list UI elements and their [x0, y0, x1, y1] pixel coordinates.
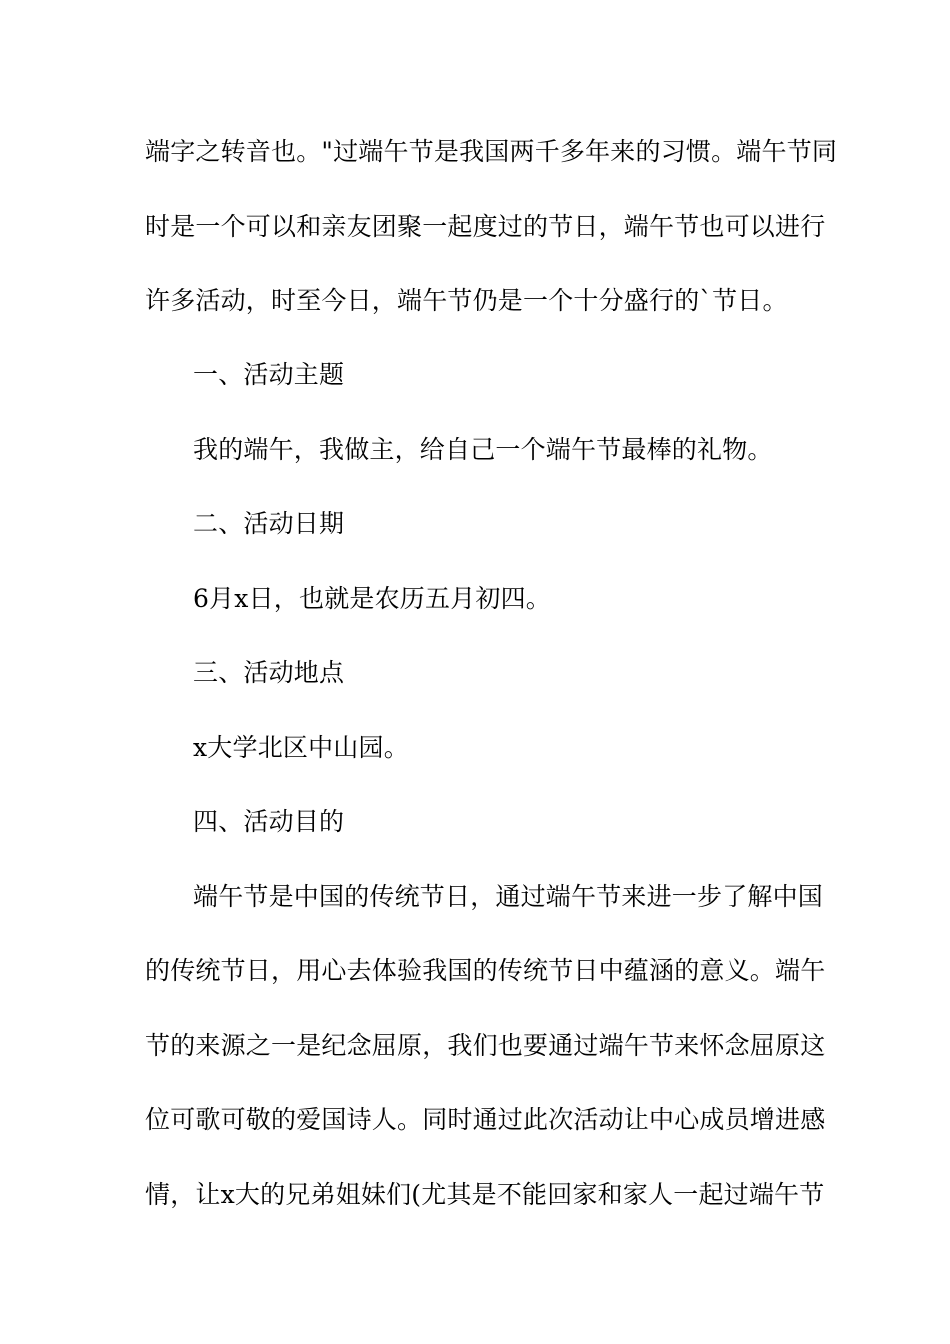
paragraph-line: 情，让x大的兄弟姐妹们(尤其是不能回家和家人一起过端午节: [145, 1180, 825, 1209]
paragraph-line: 节的来源之一是纪念屈原，我们也要通过端午节来怀念屈原这: [145, 1031, 826, 1060]
paragraph-line: 时是一个可以和亲友团聚一起度过的节日，端午节也可以进行: [145, 212, 826, 241]
paragraph-line: 端字之转音也。"过端午节是我国两千多年来的习惯。端午节同: [145, 137, 838, 166]
paragraph-line: 端午节是中国的传统节日，通过端午节来进一步了解中国: [193, 882, 824, 911]
paragraph-line: 我的端午，我做主，给自己一个端午节最棒的礼物。: [193, 435, 773, 464]
section-heading-theme: 一、活动主题: [193, 360, 345, 389]
paragraph-line: x大学北区中山园。: [193, 733, 409, 762]
section-heading-location: 三、活动地点: [193, 658, 345, 687]
paragraph-line: 位可歌可敬的爱国诗人。同时通过此次活动让中心成员增进感: [145, 1105, 826, 1134]
paragraph-line: 6月x日，也就是农历五月初四。: [193, 584, 552, 613]
paragraph-line: 的传统节日，用心去体验我国的传统节日中蕴涵的意义。端午: [145, 956, 826, 985]
section-heading-purpose: 四、活动目的: [193, 807, 345, 836]
paragraph-line: 许多活动，时至今日，端午节仍是一个十分盛行的`节日。: [145, 286, 788, 315]
section-heading-date: 二、活动日期: [193, 509, 345, 538]
